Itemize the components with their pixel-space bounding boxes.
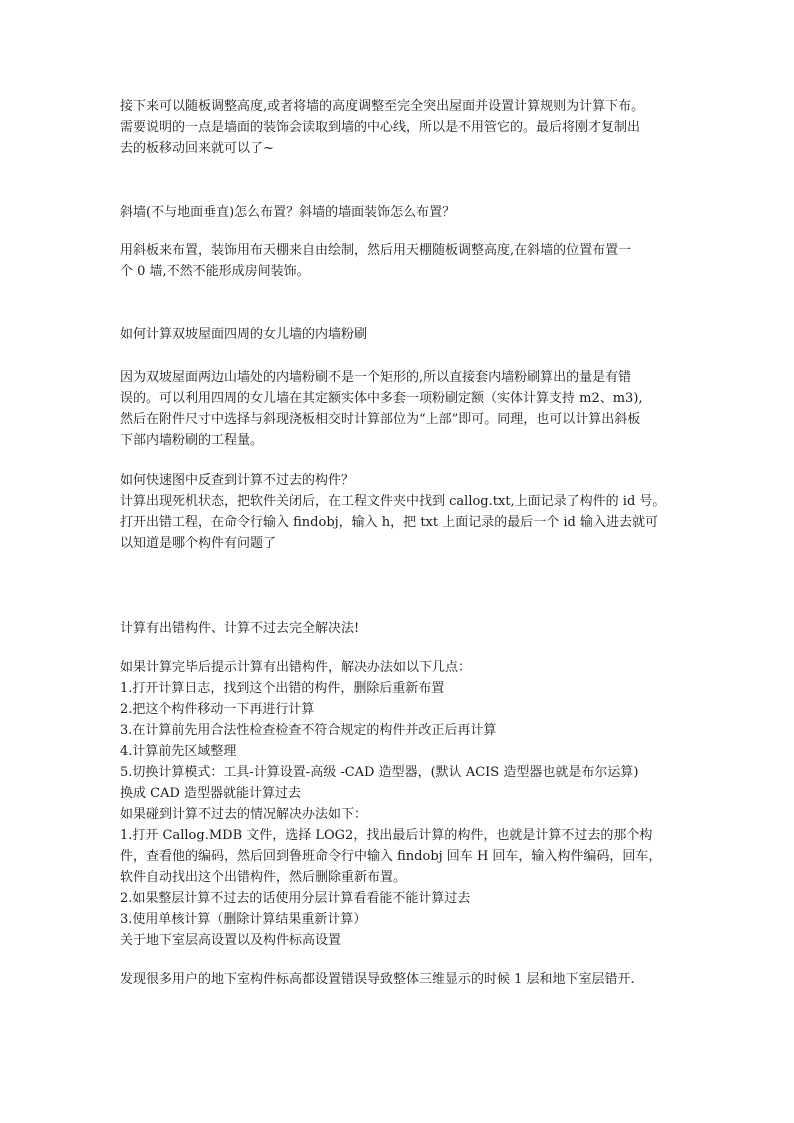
question-find-component [120, 470, 680, 491]
question-heading: 斜墙(不与地面垂直)怎么布置？斜墙的墙面装饰怎么布置？ [120, 205, 456, 220]
answer-slanted-wall [120, 240, 680, 282]
list-item: 2.把这个构件移动一下再进行计算 [120, 702, 315, 717]
list-item: 2.如果整层计算不过去的话使用分层计算看看能不能计算过去 [120, 891, 471, 906]
question-heading: 如何快速图中反查到计算不过去的构件？ [120, 473, 355, 488]
text-line: 打开出错工程，在命令行输入 findobj，输入 h，把 txt 上面记录的最后一个 id 输入进去就可 [120, 515, 658, 530]
question-slanted-wall [120, 202, 680, 223]
text-line: 件，查看他的编码，然后回到鲁班命令行中输入 findobj 回车 H 回车，输入构件编码，回车， [120, 849, 662, 864]
list-item: 5.切换计算模式：工具-计算设置-高级 -CAD 造型器，(默认 ACIS 造型器也就是布尔运算) [120, 765, 639, 780]
list-item: 1.打开 Callog.MDB 文件，选择 LOG2，找出最后计算的构件，也就是计算不过去的那个构 [120, 828, 653, 843]
question-heading: 计算有出错构件、计算不过去完全解决法! [120, 621, 360, 636]
intro-paragraph [120, 96, 680, 159]
text-line: 个 0 墙,不然不能形成房间装饰。 [120, 264, 310, 279]
list-item: 3.使用单核计算（删除计算结果重新计算） [120, 912, 367, 927]
text-line: 去的板移动回来就可以了~ [120, 141, 274, 156]
text-line: 计算出现死机状态，把软件关闭后，在工程文件夹中找到 callog.txt,上面记录了构件的 id 号。 [120, 494, 666, 509]
text-line: 换成 CAD 造型器就能计算过去 [120, 786, 302, 801]
list-item: 4.计算前先区域整理 [120, 744, 237, 759]
list-item: 1.打开计算日志，找到这个出错的构件，删除后重新布置 [120, 681, 445, 696]
text-line: 用斜板来布置，装饰用布天棚来自由绘制，然后用天棚随板调整高度,在斜墙的位置布置一 [120, 243, 632, 258]
answer-parapet-plaster [120, 367, 680, 451]
question-parapet-plaster [120, 324, 680, 345]
text-line: 如果计算完毕后提示计算有出错构件，解决办法如以下几点： [120, 660, 472, 675]
answer-calc-errors [120, 657, 680, 951]
question-heading: 如何计算双坡屋面四周的女儿墙的内墙粉刷 [120, 327, 368, 342]
text-line: 关于地下室层高设置以及构件标高设置 [120, 933, 342, 948]
question-calc-errors [120, 618, 680, 639]
text-line: 如果碰到计算不过去的情况解决办法如下： [120, 807, 368, 822]
text-line: 发现很多用户的地下室构件标高都设置错误导致整体三维显示的时候 1 层和地下室层错开. [120, 972, 635, 987]
text-line: 因为双坡屋面两边山墙处的内墙粉刷不是一个矩形的,所以直接套内墙粉刷算出的量是有错 [120, 370, 632, 385]
text-line: 误的。可以利用四周的女儿墙在其定额实体中多套一项粉刷定额（实体计算支持 m2、m3), [120, 391, 643, 406]
text-line: 然后在附件尺寸中选择与斜现浇板相交时计算部位为“上部”即可。同理，也可以计算出斜板 [120, 412, 641, 427]
text-line: 需要说明的一点是墙面的装饰会读取到墙的中心线，所以是不用管它的。最后将刚才复制出 [120, 120, 641, 135]
text-line: 以知道是哪个构件有问题了 [120, 536, 277, 551]
text-line: 下部内墙粉刷的工程量。 [120, 433, 264, 448]
text-line: 软件自动找出这个出错构件，然后删除重新布置。 [120, 870, 407, 885]
closing-paragraph [120, 969, 680, 990]
list-item: 3.在计算前先用合法性检查检查不符合规定的构件并改正后再计算 [120, 723, 497, 738]
text-line: 接下来可以随板调整高度,或者将墙的高度调整至完全突出屋面并设置计算规则为计算下布。 [120, 99, 645, 114]
answer-find-component [120, 491, 680, 554]
